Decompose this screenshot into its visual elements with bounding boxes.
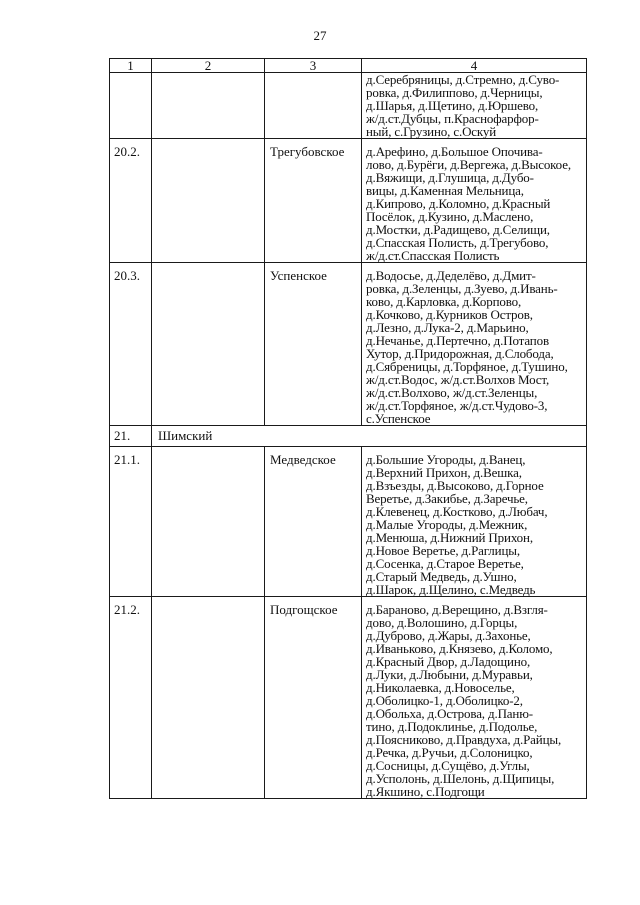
table-row — [110, 597, 587, 799]
locality-line: д.Клевенец, д.Костково, д.Любач, — [366, 504, 548, 519]
district-cell — [152, 263, 265, 426]
locality-line: д.Николаевка, д.Новоселье, — [366, 680, 515, 695]
locality-line: д.Кочково, д.Курников Остров, — [366, 307, 533, 322]
locality-line: д.Вяжищи, д.Глушица, д.Дубо- — [366, 170, 534, 185]
settlement-name — [265, 73, 362, 139]
row-number: 20.3. — [110, 263, 152, 426]
district-cell — [152, 139, 265, 263]
locality-line: д.Арефино, д.Большое Опочива- — [366, 144, 543, 159]
row-number: 21.1. — [110, 447, 152, 597]
locality-line: д.Новое Веретье, д.Раглицы, — [366, 543, 520, 558]
localities-list — [362, 597, 587, 799]
locality-line: д.Оболицко-1, д.Оболицко-2, — [366, 693, 523, 708]
table-row — [110, 139, 587, 263]
locality-line: д.Взъезды, д.Высоково, д.Горное — [366, 478, 544, 493]
locality-line: Посёлок, д.Кузино, д.Маслено, — [366, 209, 534, 224]
settlement-name: Успенское — [265, 263, 362, 426]
section-name: Шимский — [152, 426, 587, 447]
row-number — [110, 73, 152, 139]
locality-line: ж/д.ст.Дубцы, п.Краснофарфор- — [366, 111, 539, 126]
locality-line: с.Успенское — [366, 411, 431, 426]
locality-line: ровка, д.Зеленцы, д.Зуево, д.Ивань- — [366, 281, 558, 296]
column-header: 2 — [152, 59, 265, 73]
locality-line: д.Обольха, д.Острова, д.Паню- — [366, 706, 533, 721]
settlement-name: Трегубовское — [265, 139, 362, 263]
locality-line: д.Малые Угороды, д.Межник, — [366, 517, 528, 532]
district-cell — [152, 597, 265, 799]
locality-line: ж/д.ст.Водос, ж/д.ст.Волхов Мост, — [366, 372, 550, 387]
locality-line: д.Верхний Прихон, д.Вешка, — [366, 465, 522, 480]
locality-line: д.Серебряницы, д.Стремно, д.Суво- — [366, 72, 560, 87]
table-row — [110, 447, 587, 597]
locality-line: д.Сосенка, д.Старое Веретье, — [366, 556, 524, 571]
locality-line: д.Якшино, с.Подгощи — [366, 784, 485, 799]
locality-line: д.Иваньково, д.Князево, д.Коломо, — [366, 641, 553, 656]
page-number: 27 — [313, 28, 327, 43]
locality-line: д.Старый Медведь, д.Ушно, — [366, 569, 517, 584]
locality-line: д.Менюша, д.Нижний Прихон, — [366, 530, 533, 545]
section-row — [110, 426, 587, 447]
locality-line: ж/д.ст.Торфяное, ж/д.ст.Чудово-3, — [366, 398, 548, 413]
locality-line: Хутор, д.Придорожная, д.Слобода, — [366, 346, 554, 361]
column-header: 3 — [265, 59, 362, 73]
locality-line: вицы, д.Каменная Мельница, — [366, 183, 524, 198]
locality-line: д.Мостки, д.Радищево, д.Селищи, — [366, 222, 550, 237]
locality-line: д.Луки, д.Любыни, д.Муравьи, — [366, 667, 533, 682]
locality-line: д.Шарок, д.Щелино, с.Медведь — [366, 582, 536, 597]
locality-line: тино, д.Подоклинье, д.Подолье, — [366, 719, 538, 734]
localities-list — [362, 447, 587, 597]
header-row — [110, 59, 587, 73]
column-header: 1 — [110, 59, 152, 73]
locality-line: д.Поясниково, д.Правдуха, д.Райцы, — [366, 732, 562, 747]
district-cell — [152, 73, 265, 139]
locality-line: ный, с.Грузино, с.Оскуй — [366, 124, 497, 139]
locality-line: д.Бараново, д.Верещино, д.Взгля- — [366, 602, 548, 617]
locality-line: лово, д.Бурёги, д.Вергежа, д.Высокое, — [366, 157, 571, 172]
locality-line: д.Большие Угороды, д.Ванец, — [366, 452, 526, 467]
settlements-table — [109, 58, 587, 799]
locality-line: д.Лезно, д.Лука-2, д.Марьино, — [366, 320, 529, 335]
locality-line: ж/д.ст.Спасская Полисть — [366, 248, 500, 263]
locality-line: д.Кипрово, д.Коломно, д.Красный — [366, 196, 551, 211]
locality-line: д.Нечанье, д.Пертечно, д.Потапов — [366, 333, 549, 348]
locality-line: д.Шарья, д.Щетино, д.Юршево, — [366, 98, 539, 113]
locality-line: д.Сосницы, д.Сущёво, д.Углы, — [366, 758, 530, 773]
locality-line: Веретье, д.Закибье, д.Заречье, — [366, 491, 528, 506]
locality-line: д.Сябреницы, д.Торфяное, д.Тушино, — [366, 359, 568, 374]
locality-line: ково, д.Карловка, д.Корпово, — [366, 294, 522, 309]
locality-line: д.Усполонь, д.Шелонь, д.Щипицы, — [366, 771, 555, 786]
locality-line: ж/д.ст.Волхово, ж/д.ст.Зеленцы, — [366, 385, 538, 400]
column-header: 4 — [362, 59, 587, 73]
locality-line: д.Водосье, д.Деделёво, д.Дмит- — [366, 268, 536, 283]
row-number: 20.2. — [110, 139, 152, 263]
section-number: 21. — [110, 426, 152, 447]
table-row — [110, 73, 587, 139]
locality-line: д.Спасская Полисть, д.Трегубово, — [366, 235, 549, 250]
table-row — [110, 263, 587, 426]
localities-list — [362, 139, 587, 263]
localities-list — [362, 263, 587, 426]
row-number: 21.2. — [110, 597, 152, 799]
district-cell — [152, 447, 265, 597]
locality-line: д.Дуброво, д.Жары, д.Захонье, — [366, 628, 531, 643]
settlement-name: Медведское — [265, 447, 362, 597]
locality-line: дово, д.Волошино, д.Горцы, — [366, 615, 518, 630]
locality-line: ровка, д.Филиппово, д.Черницы, — [366, 85, 543, 100]
localities-list — [362, 73, 587, 139]
locality-line: д.Речка, д.Ручьи, д.Солоницко, — [366, 745, 533, 760]
locality-line: д.Красный Двор, д.Ладощино, — [366, 654, 531, 669]
settlement-name: Подгощское — [265, 597, 362, 799]
